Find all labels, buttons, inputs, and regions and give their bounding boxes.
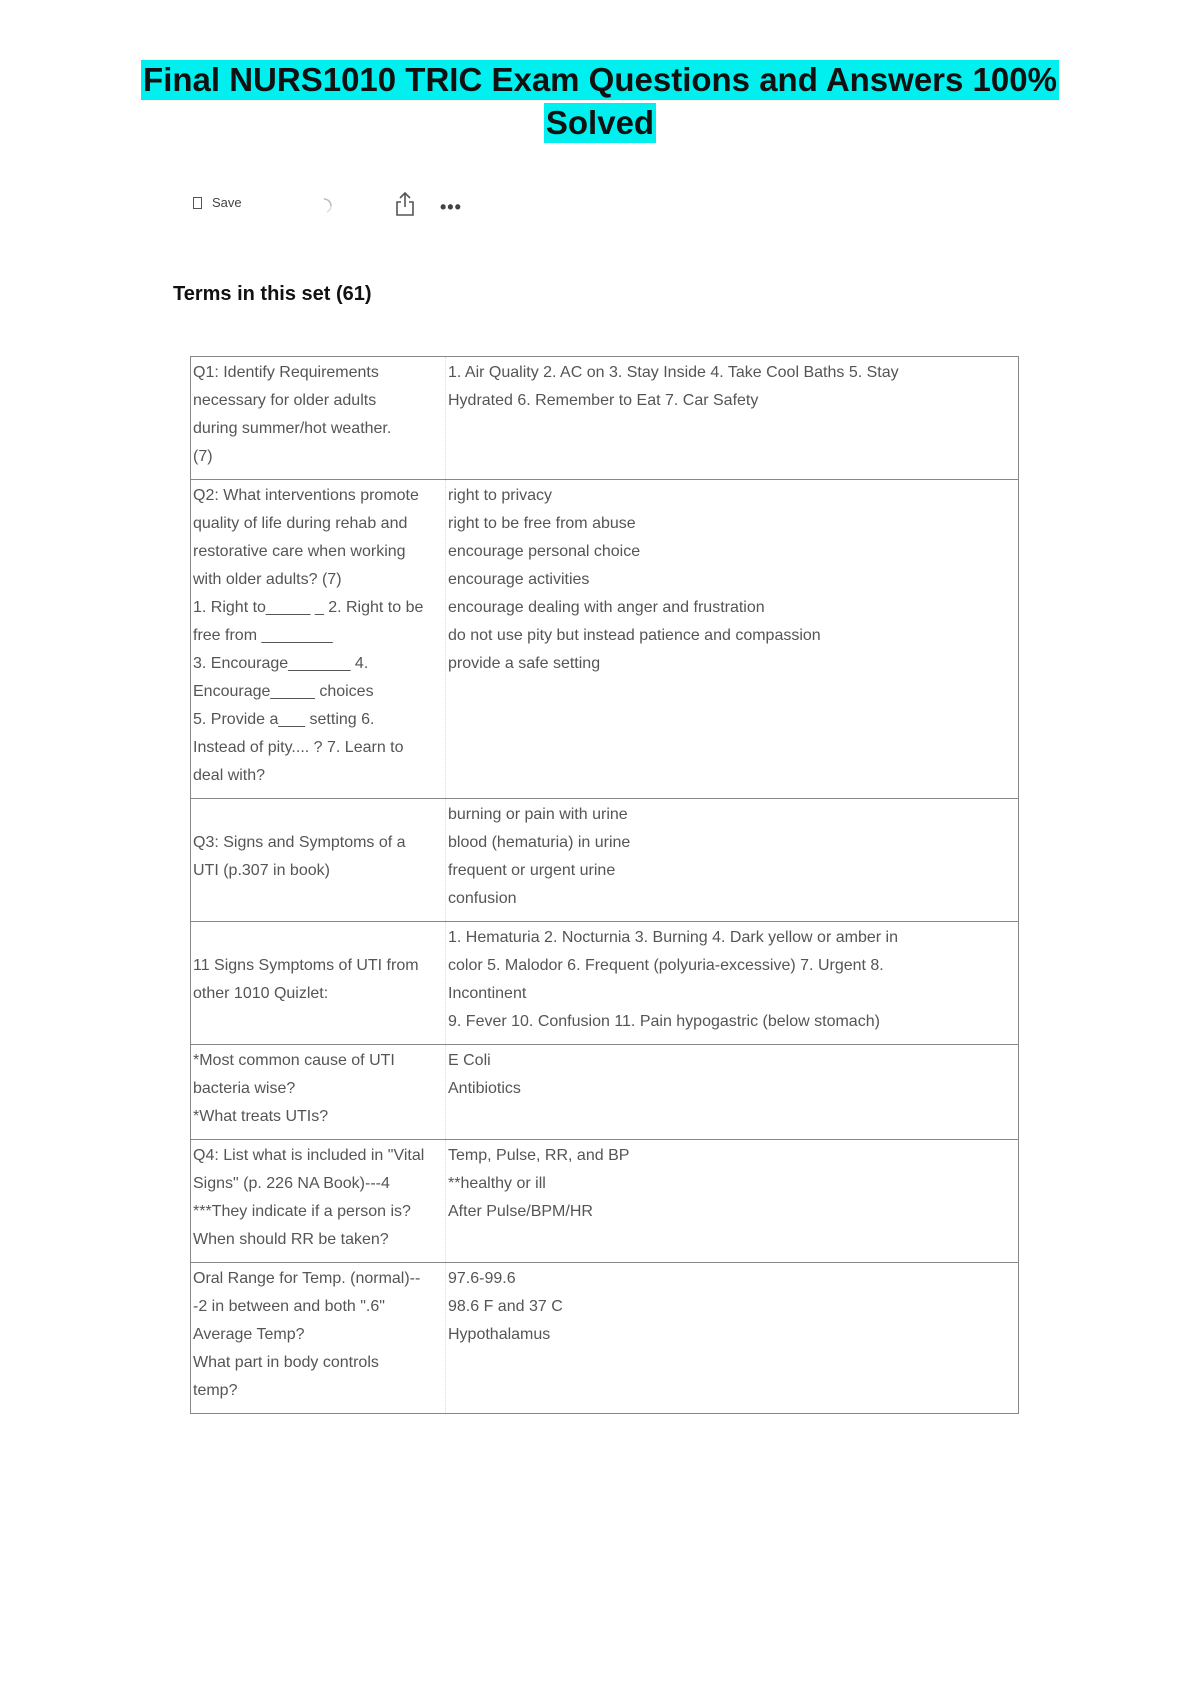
definition-line: Temp, Pulse, RR, and BP <box>448 1147 630 1164</box>
definition-cell <box>446 480 1019 799</box>
term-line: What part in body controls <box>193 1354 379 1371</box>
term-cell <box>191 1263 446 1414</box>
save-button[interactable] <box>193 195 242 210</box>
more-icon: ••• <box>440 197 462 217</box>
term-line: *Most common cause of UTI <box>193 1052 395 1069</box>
definition-line: Hypothalamus <box>448 1326 551 1343</box>
table-row <box>191 799 1019 922</box>
definition-cell <box>446 799 1019 922</box>
terms-table <box>190 356 1019 1414</box>
save-label: Save <box>212 195 242 210</box>
term-line: restorative care when working <box>193 543 406 560</box>
table-row <box>191 1140 1019 1263</box>
term-line: Q3: Signs and Symptoms of a <box>193 834 406 851</box>
definition-line: frequent or urgent urine <box>448 862 616 879</box>
definition-cell <box>446 357 1019 480</box>
bookmark-icon <box>193 197 202 209</box>
definition-line: 1. Air Quality 2. AC on 3. Stay Inside 4. Take Cool Baths 5. Stay <box>448 364 899 381</box>
term-line: When should RR be taken? <box>193 1231 389 1248</box>
term-line: -2 in between and both ".6" <box>193 1298 385 1315</box>
term-line: other 1010 Quizlet: <box>193 985 329 1002</box>
definition-line: 98.6 F and 37 C <box>448 1298 563 1315</box>
title-line-1: Final NURS1010 TRIC Exam Questions and Answers 100% <box>143 61 1057 98</box>
term-cell <box>191 799 446 922</box>
term-line: quality of life during rehab and <box>193 515 408 532</box>
toolbar <box>193 195 493 219</box>
definition-line: confusion <box>448 890 517 907</box>
term-line: Oral Range for Temp. (normal)-- <box>193 1270 421 1287</box>
term-cell <box>191 480 446 799</box>
term-line: *What treats UTIs? <box>193 1108 329 1125</box>
term-line: Encourage_____ choices <box>193 683 374 700</box>
term-line: ***They indicate if a person is? <box>193 1203 411 1220</box>
term-line: deal with? <box>193 767 266 784</box>
definition-line: **healthy or ill <box>448 1175 546 1192</box>
definition-cell <box>446 1140 1019 1263</box>
term-line: with older adults? (7) <box>193 571 342 588</box>
term-cell <box>191 922 446 1045</box>
terms-heading: Terms in this set (61) <box>173 283 372 305</box>
document-title <box>0 60 1200 143</box>
term-line: Q2: What interventions promote <box>193 487 419 504</box>
term-line: 5. Provide a___ setting 6. <box>193 711 375 728</box>
term-line: bacteria wise? <box>193 1080 296 1097</box>
term-line: Signs" (p. 226 NA Book)---4 <box>193 1175 390 1192</box>
definition-line: E Coli <box>448 1052 491 1069</box>
share-button[interactable] <box>394 191 416 217</box>
share-icon <box>394 191 416 217</box>
term-cell <box>191 357 446 480</box>
definition-line: encourage personal choice <box>448 543 641 560</box>
table-row <box>191 1045 1019 1140</box>
term-line: free from ________ <box>193 627 333 644</box>
term-line: Q1: Identify Requirements <box>193 364 379 381</box>
term-line: necessary for older adults <box>193 392 377 409</box>
term-line: Average Temp? <box>193 1326 305 1343</box>
term-line: 3. Encourage_______ 4. <box>193 655 369 672</box>
definition-line: encourage activities <box>448 571 590 588</box>
term-line: 1. Right to_____ _ 2. Right to be <box>193 599 424 616</box>
definition-line: burning or pain with urine <box>448 806 628 823</box>
definition-cell <box>446 922 1019 1045</box>
table-row <box>191 357 1019 480</box>
table-row <box>191 480 1019 799</box>
definition-line: provide a safe setting <box>448 655 601 672</box>
definition-line: Incontinent <box>448 985 527 1002</box>
term-line: Q4: List what is included in "Vital <box>193 1147 425 1164</box>
definition-line: After Pulse/BPM/HR <box>448 1203 593 1220</box>
term-line: UTI (p.307 in book) <box>193 862 330 879</box>
term-line: during summer/hot weather. <box>193 420 392 437</box>
table-row <box>191 1263 1019 1414</box>
more-options-button[interactable] <box>440 197 462 218</box>
definition-line: do not use pity but instead patience and compassion <box>448 627 821 644</box>
definition-cell <box>446 1045 1019 1140</box>
loading-spinner-icon <box>315 197 333 215</box>
term-line: temp? <box>193 1382 238 1399</box>
definition-line: 1. Hematuria 2. Nocturnia 3. Burning 4. Dark yellow or amber in <box>448 929 898 946</box>
term-cell <box>191 1045 446 1140</box>
definition-line: encourage dealing with anger and frustration <box>448 599 765 616</box>
definition-line: Hydrated 6. Remember to Eat 7. Car Safety <box>448 392 759 409</box>
definition-line: 97.6-99.6 <box>448 1270 516 1287</box>
table-row <box>191 922 1019 1045</box>
definition-line: color 5. Malodor 6. Frequent (polyuria-excessive) 7. Urgent 8. <box>448 957 884 974</box>
definition-line: blood (hematuria) in urine <box>448 834 631 851</box>
term-line: Instead of pity.... ? 7. Learn to <box>193 739 404 756</box>
definition-line: right to privacy <box>448 487 553 504</box>
definition-line: right to be free from abuse <box>448 515 636 532</box>
definition-line: Antibiotics <box>448 1080 521 1097</box>
term-line: 11 Signs Symptoms of UTI from <box>193 957 419 974</box>
term-line: (7) <box>193 448 213 465</box>
definition-cell <box>446 1263 1019 1414</box>
definition-line: 9. Fever 10. Confusion 11. Pain hypogastric (below stomach) <box>448 1013 880 1030</box>
title-line-2: Solved <box>545 104 655 141</box>
term-cell <box>191 1140 446 1263</box>
